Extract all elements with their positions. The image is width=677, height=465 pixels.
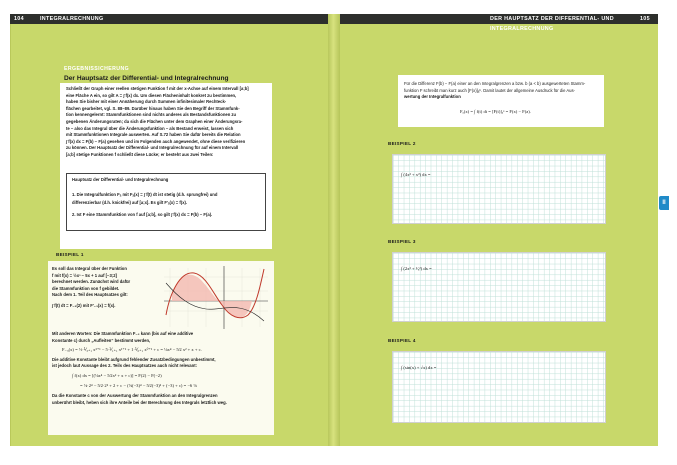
left-page-number: 104 [14, 16, 24, 22]
intro-line: ∫ f(x) dx = F(b) − F(a) gesehen und im Folgenden auch angewendet, ohne diese verifizieren [66, 138, 246, 144]
theorem-item: 2. Ist F eine Stammfunktion von f auf [a;b], so gilt ∫ f(x) dx = F(b) − F(a). [72, 212, 213, 217]
example-3-label: BEISPIEL 3 [388, 239, 416, 244]
example-line: f mit f(x) = ½x³ − 5x + 1 auf [−3;2] [52, 272, 117, 278]
intro-line: te – also das Integral über die Änderungsfunktion – als Bestand erweist, lassen sich [66, 125, 234, 131]
right-intro-line: Für die Differenz F(b) − F(a) einer an den Integralgrenzen a bzw. b (a < b) ausgewerteten Stamm- [404, 81, 586, 86]
chapter-tab[interactable]: II [659, 196, 669, 210]
example-1-text [52, 266, 158, 310]
integral-evaluation: ∫ f(x) dx = [(⅛x⁴ − 5⁄2x² + x + c)] = F(2) − F(−2) [72, 372, 162, 378]
example-1-label: BEISPIEL 1 [56, 252, 84, 257]
intro-text [66, 86, 268, 159]
right-intro-line: wertung der Integralfunktion [404, 94, 461, 100]
example-4-grid[interactable] [392, 351, 606, 423]
right-running-title: DER HAUPTSATZ DER DIFFERENTIAL- UND INTEGRALRECHNUNG [490, 16, 614, 32]
intro-line: mit Stammfunktionen Integrale auswerten. Auf S.72 haben Sie dafür bereits die Relation [66, 132, 241, 138]
integral-result: = ⅛·2⁴ − 5⁄2·2² + 2 + c − (⅛(−3)⁴ − 5⁄2(−3)² + (−3) + c) = −6 ⅛ [80, 382, 197, 388]
book-gutter [328, 14, 340, 446]
example-line: Es soll das Integral über der Funktion [52, 266, 127, 271]
intro-line: zu können. Der Hauptsatz der Differential- und Integralrechnung für auf einem Intervall [66, 145, 239, 151]
derivation-line: ist jedoch laut Aussage des 2. Teils des Hauptsatzes auch nicht relevant: [52, 363, 197, 369]
example-3-grid[interactable] [392, 252, 606, 322]
theorem-title: Hauptsatz der Differential- und Integralrechnung [72, 177, 169, 182]
section-kicker: ERGEBNISSICHERUNG [64, 66, 130, 72]
right-intro-line: funktion F schreibt man kurz auch [F(x)]ₐᵇ. Damit lautet der allgemeine Ausdruck für die Aus- [404, 87, 575, 93]
example-2-grid[interactable] [392, 154, 606, 224]
integral-function-formula: Fₐ(x) = ∫ f(t) dt = [F(t)]ₐˣ = F(x) − F(a). [460, 109, 531, 114]
intro-line: [a;b] stetige Funktionen f schließt diese Lücke; er besteht aus zwei Teilen: [66, 151, 214, 157]
left-running-title: INTEGRALRECHNUNG [40, 16, 104, 22]
example-line: ∫ f(t) dt = F₋₃(2) mit F'₋₃(x) = f(x). [52, 302, 116, 308]
page-title: Der Hauptsatz der Differential- und Integralrechnung [64, 75, 229, 82]
example-4-label: BEISPIEL 4 [388, 338, 416, 343]
derivation-line: Die additive Konstante bleibt aufgrund fehlender Zusatzbedingungen unbestimmt, [52, 356, 216, 362]
example-line: die Stammfunktion von f gebildet. [52, 285, 120, 291]
area-positive [172, 275, 220, 301]
right-intro-card [398, 75, 604, 127]
example-2-expression: ∫ (4x² + x³) dx = [401, 172, 431, 177]
intro-line: gegebenen Änderungsraten; da sich die Flächen unter dem Graphen einer Änderungsra- [66, 118, 243, 124]
example-line: berechnet werden. Zunächst wird dafür [52, 279, 131, 285]
example-line: Nach dem 1. Teil des Hauptsatzes gilt: [52, 292, 128, 298]
derivation-line: unberührt bleibt, heben sich ihre Anteile bei der Berechnung des Integrals letztlich weg. [52, 399, 227, 405]
intro-card [60, 83, 272, 249]
derivation-line: Konstante c) durch „Aufleiten“ bestimmt werden, [52, 337, 151, 343]
function-graph [160, 263, 272, 331]
theorem-box [66, 173, 266, 231]
intro-line: tion kennengelernt: Stammfunktionen sind nichts anderes als Bestandsfunktionen zu [66, 112, 237, 118]
intro-line: haben Sie bisher mit einer Annäherung durch Summen infinitesimaler Rechteck- [66, 99, 227, 105]
right-page-number: 105 [640, 16, 650, 22]
intro-line: flächen gearbeitet, vgl. S. 88–89. Darüber hinaus haben Sie den Begriff der Stammfunk- [66, 105, 240, 111]
example-3-expression: ∫ (2x³ + ¹⁄ₓ²) dx = [401, 266, 432, 271]
example-1-box [48, 261, 274, 435]
theorem-item: differenzierbar (d.h. knickfrei) auf [a;x]. Es gilt F'ₐ(x) = f(x). [72, 200, 188, 205]
example-2-label: BEISPIEL 2 [388, 141, 416, 146]
right-intro-text [404, 81, 600, 101]
theorem-item: 1. Die Integralfunktion Fₐ mit Fₐ(x) = ∫ f(t) dt ist stetig (d.h. sprungfrei) und [72, 192, 218, 197]
antiderivative-formula: F₋₃(x) = ½·⅟₃₊₁ x³⁺¹ − 5·⅟₁₊₁ x¹⁺¹ + 1·⅟₀₊₁ x⁰⁺¹ + c = ⅛x⁴ − 5⁄2 x² + x + c. [62, 347, 202, 353]
right-running-head [340, 14, 658, 32]
derivation-line: Da die Konstante c von der Auswertung der Stammfunktion an den Integralgrenzen [52, 393, 218, 399]
example-4-expression: ∫ (sin(x) + √x) dx = [401, 365, 437, 370]
example-1-derivation [52, 331, 270, 406]
derivation-line: Mit anderen Worten: Die Stammfunktion F₋₃ kann (bis auf eine additive [52, 331, 194, 336]
intro-line: Schließt der Graph einer reellen stetigen Funktion f mit der x-Achse auf einem Intervall [a;b] [66, 86, 249, 91]
left-running-head [10, 14, 328, 24]
intro-line: eine Fläche A ein, so gilt A = ∫ f(x) dx. Um diesen Flächeninhalt konkret zu bestimmen, [66, 92, 237, 98]
